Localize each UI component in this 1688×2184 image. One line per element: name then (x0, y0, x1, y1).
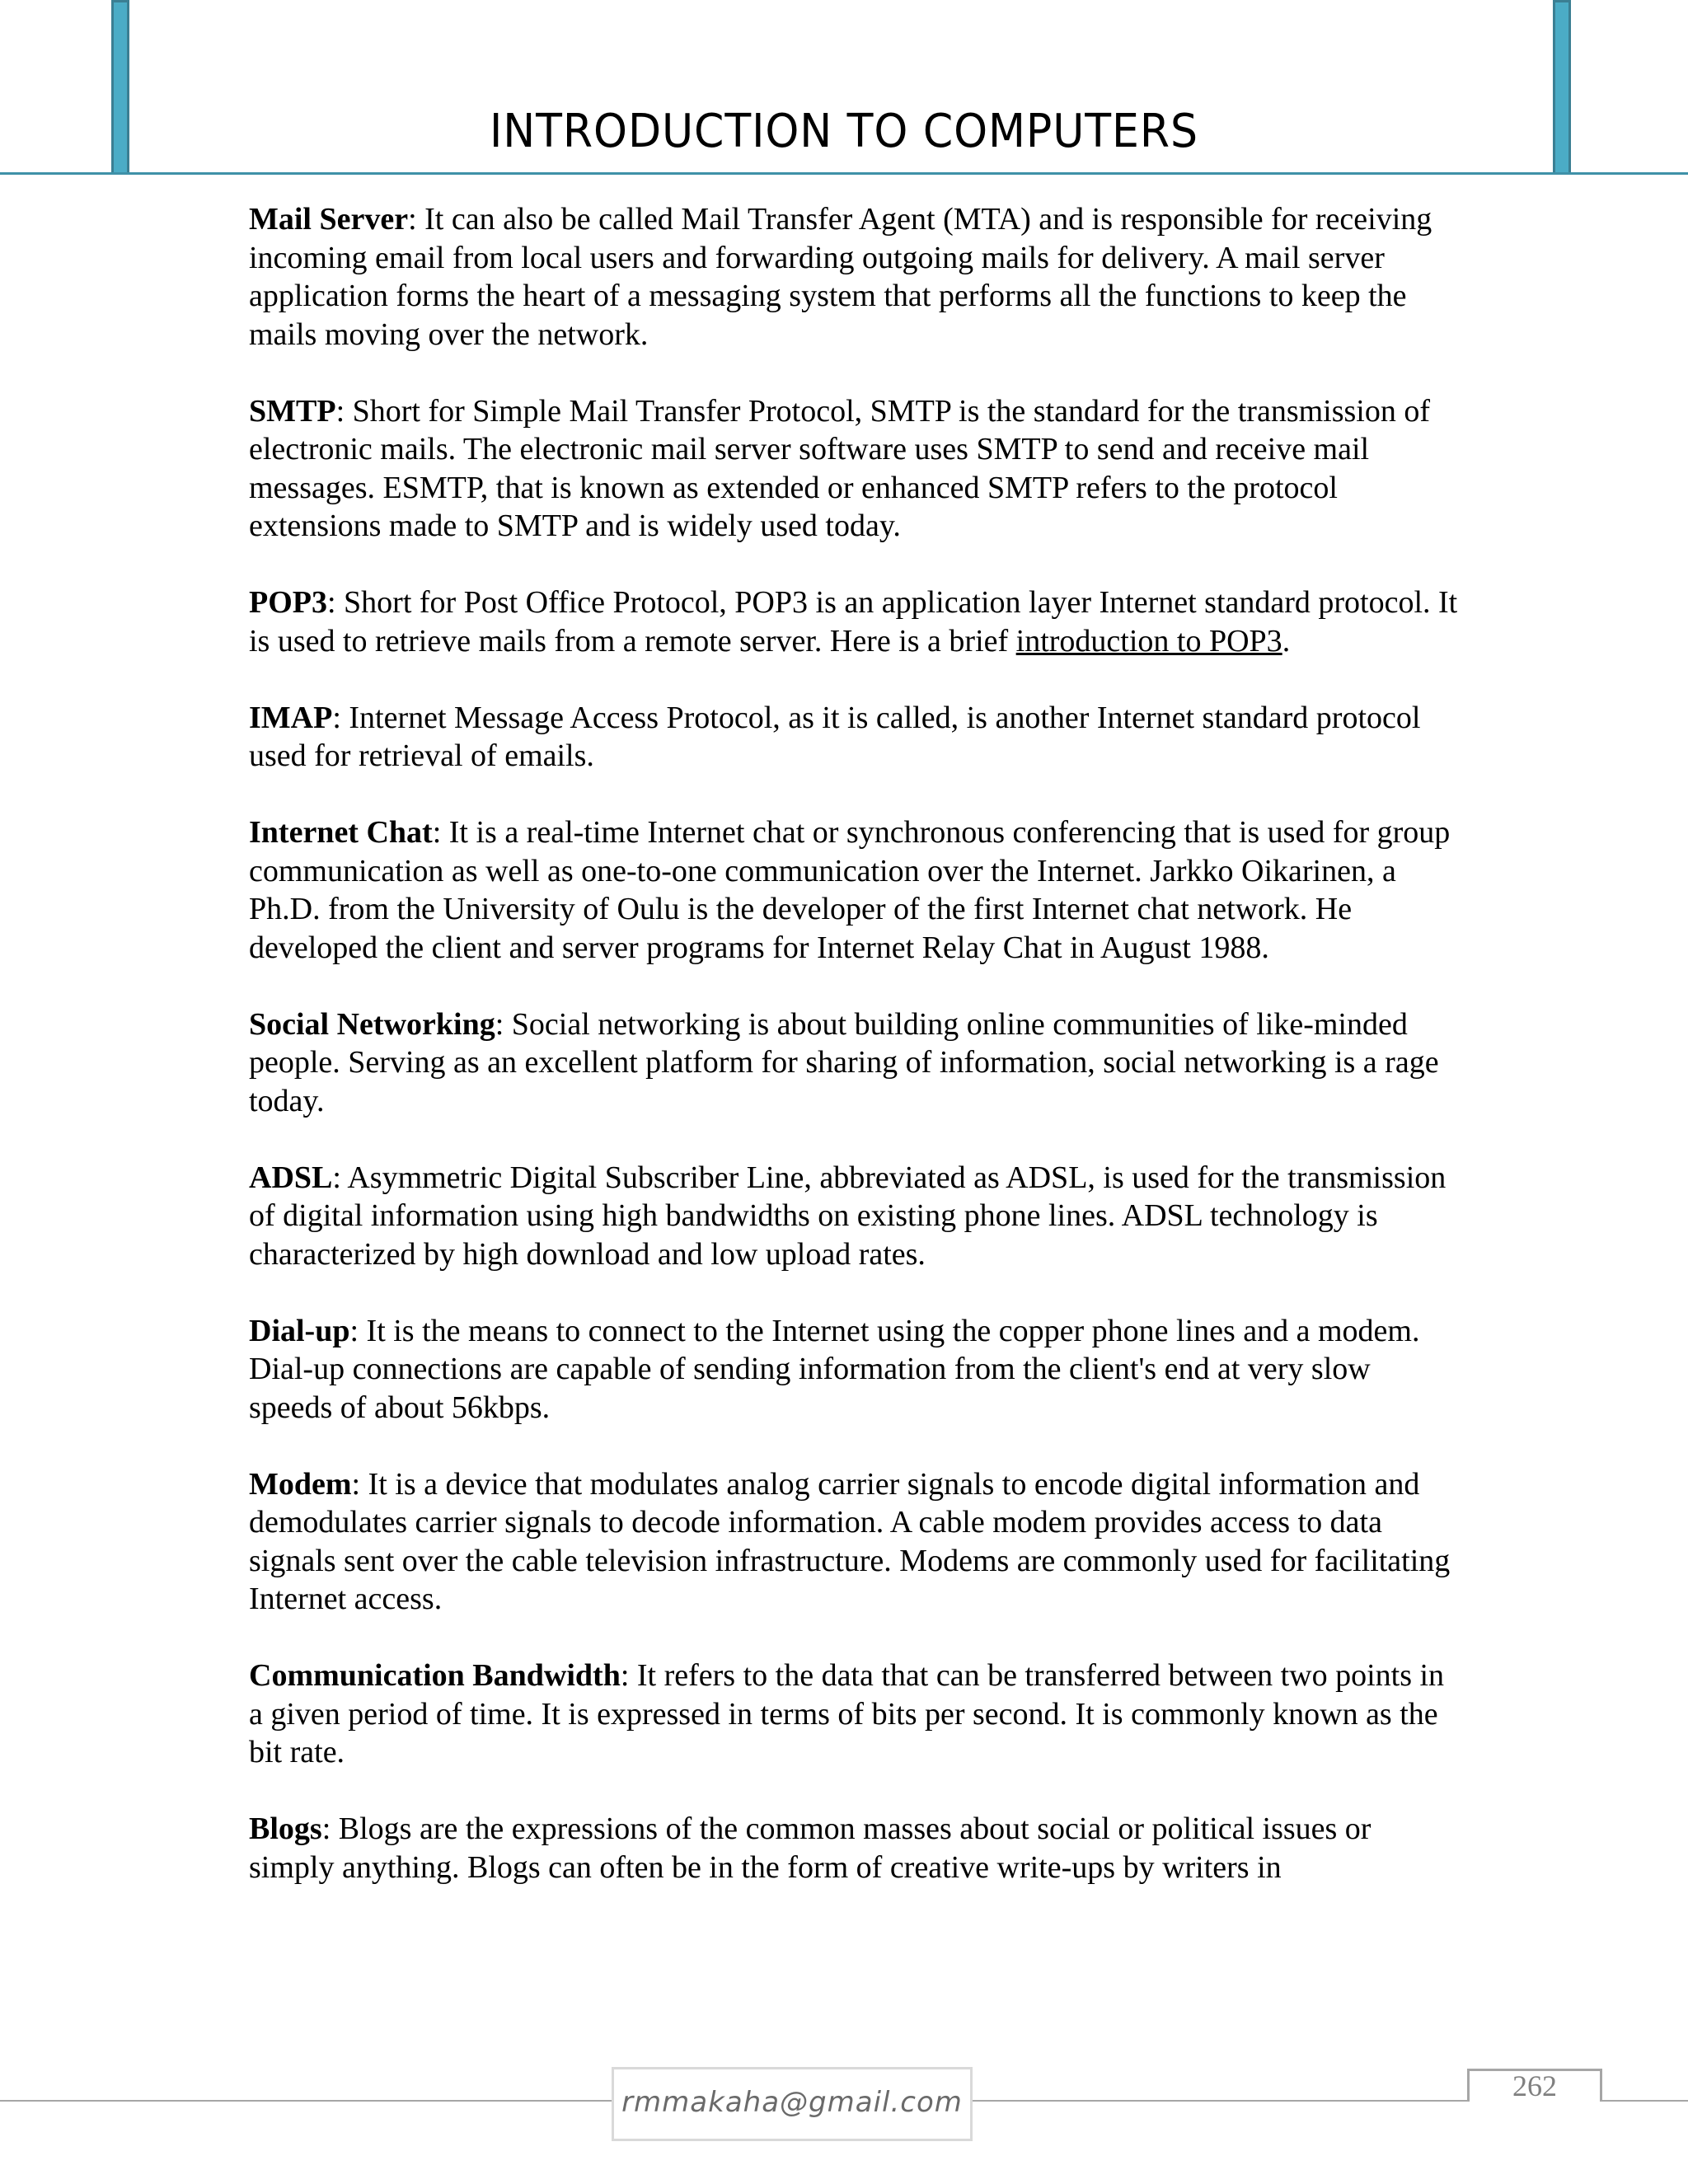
definition-text-end: . (1282, 623, 1291, 658)
definition-text: : It is a real-time Internet chat or synchronous conferencing that is used for group communication as well as one-to-one communication over the Internet. Jarkko Oikarinen, a Ph.D. from the University of Oulu is the developer of the first Internet chat network. He developed the client and server programs for Internet Relay Chat in August 1988. (249, 815, 1451, 965)
definition-blogs (249, 1810, 1461, 1886)
definition-smtp (249, 392, 1461, 546)
introduction-to-pop3-link[interactable]: introduction to POP3 (1015, 623, 1282, 658)
definition-text: : It is the means to connect to the Internet using the copper phone lines and a modem. Dial-up connections are capable of sending information from the client's end at very slow speeds of about 56kbps. (249, 1313, 1420, 1425)
definition-text: : Blogs are the expressions of the common masses about social or political issues or simply anything. Blogs can often be in the form of creative write-ups by writers in (249, 1811, 1372, 1885)
definition-text: : Asymmetric Digital Subscriber Line, abbreviated as ADSL, is used for the transmission of digital information using high bandwidths on existing phone lines. ADSL technology is characterized by high download and low upload rates. (249, 1160, 1447, 1272)
definition-text: : It refers to the data that can be transferred between two points in a given period of time. It is expressed in terms of bits per second. It is commonly known as the bit rate. (249, 1658, 1445, 1769)
definition-imap (249, 699, 1461, 776)
page-title: INTRODUCTION TO COMPUTERS (490, 105, 1198, 158)
page-number: 262 (1467, 2069, 1602, 2102)
definition-adsl (249, 1159, 1461, 1274)
definition-text: : Short for Simple Mail Transfer Protocol, SMTP is the standard for the transmission of electronic mails. The electronic mail server software uses SMTP to send and receive mail messages. ESMTP, that is known as extended or enhanced SMTP refers to the protocol extensions made to SMTP and is widely used today. (249, 393, 1431, 543)
footer-rule-middle (973, 2100, 1467, 2102)
definition-internet-chat (249, 813, 1461, 967)
term-label: Modem (249, 1466, 352, 1502)
term-label: Communication Bandwidth (249, 1658, 621, 1693)
term-label: Dial-up (249, 1313, 350, 1348)
definition-text: : Internet Message Access Protocol, as it is called, is another Internet standard protocol used for retrieval of emails. (249, 700, 1421, 773)
definition-text: : Short for Post Office Protocol, POP3 is an application layer Internet standard protocol. It is used to retrieve mails from a remote server. Here is a brief (249, 585, 1458, 658)
term-label: IMAP (249, 700, 333, 735)
definition-mail-server (249, 200, 1461, 354)
term-label: Blogs (249, 1811, 322, 1846)
footer-rule-left (0, 2100, 612, 2102)
definition-pop3 (249, 583, 1461, 660)
term-label: POP3 (249, 585, 327, 620)
definition-dial-up (249, 1312, 1461, 1427)
definition-text: : Social networking is about building online communities of like-minded people. Serving as an excellent platform for sharing of information, social networking is a rage today. (249, 1006, 1439, 1118)
definition-social-networking (249, 1005, 1461, 1121)
definition-modem (249, 1465, 1461, 1619)
term-label: Mail Server (249, 202, 409, 237)
term-label: Internet Chat (249, 815, 433, 850)
definition-text: : It is a device that modulates analog carrier signals to encode digital information and demodulates carrier signals to decode information. A cable modem provides access to data signals sent over the cable television infrastructure. Modems are commonly used for facilitating Internet access. (249, 1466, 1451, 1616)
term-label: Social Networking (249, 1006, 495, 1042)
footer-email: rmmakaha@gmail.com (612, 2067, 973, 2141)
definition-communication-bandwidth (249, 1657, 1461, 1772)
definition-text: : It can also be called Mail Transfer Agent (MTA) and is responsible for receiving incoming email from local users and forwarding outgoing mails for delivery. A mail server application forms the heart of a messaging system that performs all the functions to keep the mails moving over the network. (249, 202, 1432, 352)
term-label: SMTP (249, 393, 336, 429)
term-label: ADSL (249, 1160, 333, 1195)
footer-rule-right (1602, 2100, 1688, 2102)
document-body (249, 200, 1461, 1925)
header-divider (0, 172, 1688, 175)
